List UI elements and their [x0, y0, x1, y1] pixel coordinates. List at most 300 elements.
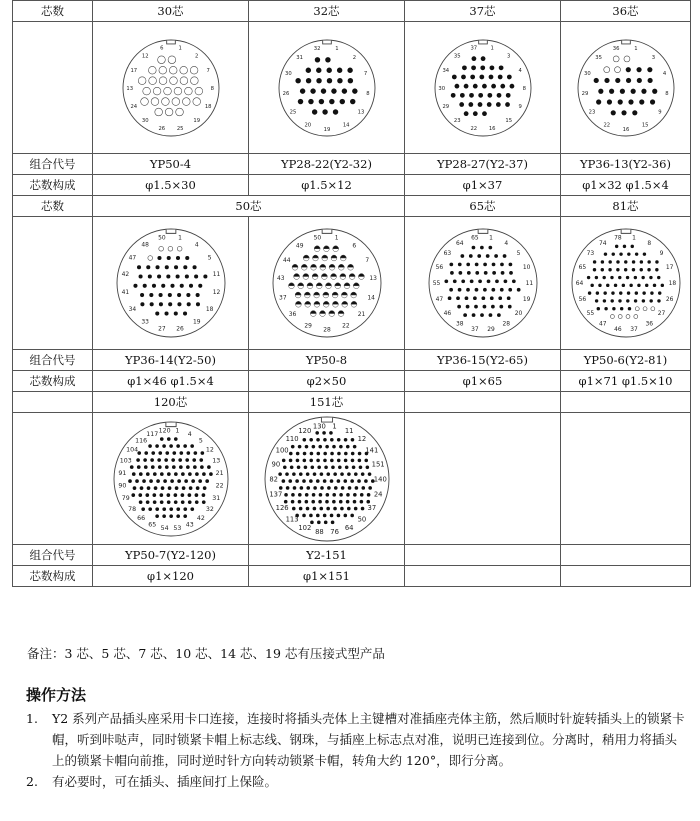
pin-contact [188, 472, 192, 476]
pin-contact [506, 296, 510, 300]
pin-contact [173, 500, 177, 504]
pin-contact [309, 451, 313, 455]
pin-contact [306, 486, 310, 490]
pin-number-label: 34 [441, 67, 449, 74]
pin-contact [332, 301, 338, 304]
pin-contact [157, 274, 161, 278]
pin-contact [166, 274, 170, 278]
header-36-cores: 36芯 [561, 1, 691, 22]
pin-contact [131, 472, 135, 476]
pin-contact [337, 451, 341, 455]
empty-cell [561, 392, 691, 413]
pin-contact [180, 500, 184, 504]
pin-contact [330, 520, 334, 524]
pin-contact [649, 99, 654, 104]
pin-contact [339, 444, 343, 448]
pin-number-label: 4 [187, 430, 192, 438]
pin-contact [516, 288, 520, 292]
pin-number-label: 31 [295, 54, 303, 61]
pin-contact [328, 311, 334, 314]
pin-contact [625, 276, 628, 279]
pin-contact [639, 268, 642, 271]
pin-contact [157, 256, 161, 260]
pin-contact [302, 479, 306, 483]
pin-contact [154, 108, 162, 116]
pin-contact [631, 268, 634, 271]
pin-number-label: 54 [160, 524, 169, 532]
pin-contact [625, 77, 630, 82]
pin-contact [350, 513, 354, 517]
pin-contact [304, 493, 308, 497]
pin-number-label: 78 [127, 505, 136, 513]
pin-number-label: 8 [646, 239, 651, 247]
pin-contact [474, 263, 478, 267]
pin-contact [647, 67, 652, 72]
pin-contact [353, 506, 357, 510]
composition-81: φ1×71 φ1.5×10 [561, 371, 691, 392]
pin-contact [332, 292, 338, 295]
pin-contact [623, 55, 629, 61]
pin-number-label: 24 [129, 103, 137, 110]
pin-number-label: 130 [312, 422, 326, 431]
header-30-cores: 30芯 [93, 1, 249, 22]
pin-number-label: 12 [141, 53, 149, 60]
pin-number-label: 26 [157, 125, 165, 132]
pin-contact [179, 451, 183, 455]
pin-contact [483, 271, 487, 275]
diagram-cell-65 [405, 217, 561, 350]
pin-contact [315, 431, 319, 435]
pin-number-label: 27 [657, 309, 665, 317]
pin-number-label: 7 [206, 67, 210, 74]
pin-number-label: 20 [514, 309, 522, 317]
pin-contact [469, 279, 473, 283]
pin-contact [144, 451, 148, 455]
pin-contact [150, 465, 154, 469]
pin-number-label: 90 [117, 482, 126, 490]
pin-number-label: 73 [586, 250, 594, 258]
pin-contact [332, 493, 336, 497]
pin-contact [327, 486, 331, 490]
pinout-151-diagram [263, 415, 391, 543]
pin-contact [647, 260, 650, 263]
empty-cell [13, 392, 93, 413]
pin-number-label: 55 [586, 309, 594, 317]
pin-contact [496, 92, 501, 97]
pin-contact [491, 305, 495, 309]
pin-contact [336, 479, 340, 483]
pin-contact [508, 263, 512, 267]
operation-step [26, 708, 688, 771]
pin-contact [309, 438, 313, 442]
pin-contact [480, 313, 484, 317]
diagram-cell-151 [249, 413, 405, 545]
pin-contact [340, 506, 344, 510]
pin-contact [633, 299, 636, 302]
pin-contact [322, 109, 327, 114]
pin-contact [616, 260, 619, 263]
connector-outline [123, 40, 219, 136]
pin-contact [350, 292, 356, 295]
pin-number-label: 13 [125, 85, 133, 92]
pin-contact [145, 472, 149, 476]
pin-contact [297, 283, 303, 286]
pin-contact [636, 77, 641, 82]
pin-contact [340, 486, 344, 490]
pin-contact [323, 438, 327, 442]
pin-number-label: 88 [314, 527, 324, 536]
key-notch [166, 40, 175, 43]
empty-cell [561, 566, 691, 587]
pin-contact [350, 458, 354, 462]
connector-outline [578, 40, 674, 136]
pin-contact [331, 465, 335, 469]
pin-contact [482, 305, 486, 309]
pin-contact [138, 274, 142, 278]
pin-contact [315, 479, 319, 483]
pin-contact [643, 307, 647, 311]
pin-contact [314, 57, 319, 62]
pin-contact [635, 307, 639, 311]
pin-contact [304, 292, 310, 295]
pin-contact [132, 486, 136, 490]
pin-contact [301, 264, 307, 267]
pin-contact [174, 486, 178, 490]
pin-contact [322, 292, 328, 295]
pin-number-label: 4 [503, 239, 508, 247]
pin-contact [288, 458, 292, 462]
pin-contact [177, 302, 181, 306]
pin-contact [488, 246, 492, 250]
pin-contact [195, 293, 199, 297]
key-notch [165, 422, 175, 426]
pin-contact [170, 284, 174, 288]
header-81-cores: 81芯 [561, 196, 691, 217]
pin-number-label: 47 [598, 320, 607, 328]
pin-number-label: 56 [578, 295, 586, 303]
pin-number-label: 29 [441, 103, 449, 110]
pin-contact [619, 307, 622, 310]
pin-contact [152, 493, 156, 497]
pin-contact [340, 472, 344, 476]
pin-contact [171, 97, 179, 105]
pin-contact [639, 99, 644, 104]
empty-cell [561, 413, 691, 545]
pin-contact [483, 263, 487, 267]
pin-contact [498, 296, 502, 300]
pin-contact [499, 288, 503, 292]
pin-contact [343, 513, 347, 517]
pin-contact [150, 458, 154, 462]
pin-contact [155, 507, 159, 511]
pin-number-label: 37 [470, 325, 479, 333]
pin-contact [360, 506, 364, 510]
pin-contact [339, 98, 344, 103]
pin-number-label: 104 [125, 445, 138, 453]
key-notch [478, 40, 487, 43]
pin-contact [158, 293, 162, 297]
pin-contact [320, 486, 324, 490]
pin-contact [457, 263, 461, 267]
pin-contact [341, 88, 346, 93]
pin-contact [347, 77, 352, 82]
pin-number-label: 22 [341, 322, 350, 330]
pin-contact [316, 438, 320, 442]
empty-cell [13, 22, 93, 154]
pin-contact [285, 486, 289, 490]
pin-number-label: 18 [205, 305, 213, 313]
pin-contact [159, 437, 163, 441]
pin-contact [309, 458, 313, 462]
pin-contact [283, 465, 287, 469]
connector-spec-table [12, 0, 691, 587]
pin-contact [593, 77, 598, 82]
pin-contact [346, 493, 350, 497]
pin-contact [463, 111, 468, 116]
pin-contact [317, 465, 321, 469]
pin-contact [309, 479, 313, 483]
connector-outline [279, 40, 375, 136]
pin-number-label: 4 [194, 241, 199, 249]
pin-number-label: 41 [121, 289, 129, 297]
pin-contact [164, 312, 168, 316]
pin-contact [295, 479, 299, 483]
pin-contact [482, 111, 487, 116]
pin-contact [491, 263, 495, 267]
pin-contact [320, 88, 325, 93]
pin-contact [316, 77, 321, 82]
pin-contact [325, 499, 329, 503]
pin-contact [366, 493, 370, 497]
pin-number-label: 30 [437, 85, 445, 92]
pin-contact [166, 256, 170, 260]
pin-contact [509, 271, 513, 275]
pin-number-label: 1 [334, 234, 339, 242]
pin-number-label: 37 [367, 503, 376, 512]
pin-contact [592, 260, 595, 263]
pin-contact [479, 74, 484, 79]
pin-contact [341, 292, 347, 295]
pin-contact [325, 57, 330, 62]
pin-contact [157, 458, 161, 462]
pin-contact [136, 458, 140, 462]
pin-contact [480, 56, 485, 61]
pin-number-label: 24 [373, 489, 382, 498]
pin-contact [278, 472, 282, 476]
pin-contact [190, 76, 198, 84]
composition-65: φ1×65 [405, 371, 561, 392]
pin-contact [483, 288, 487, 292]
pin-contact [138, 493, 142, 497]
pin-contact [331, 255, 337, 258]
pin-contact [617, 99, 622, 104]
pin-number-label: 65 [578, 264, 586, 272]
pin-contact [135, 479, 139, 483]
pin-contact [194, 274, 198, 278]
pin-contact [170, 479, 174, 483]
pin-contact [183, 514, 187, 518]
pin-contact [312, 274, 318, 277]
pin-contact [200, 465, 204, 469]
pin-contact [173, 437, 177, 441]
pin-contact [602, 276, 605, 279]
pin-contact [367, 472, 371, 476]
empty-cell [405, 413, 561, 545]
pin-contact [187, 500, 191, 504]
pin-contact [297, 499, 301, 503]
pin-contact [183, 444, 187, 448]
pin-number-label: 1 [331, 422, 337, 431]
pin-number-label: 79 [121, 494, 130, 502]
pin-contact [166, 500, 170, 504]
pin-contact [303, 255, 309, 258]
pinout-37-diagram [433, 38, 533, 138]
pin-contact [171, 465, 175, 469]
code-50b: YP50-8 [249, 350, 405, 371]
pin-contact [465, 305, 469, 309]
pin-contact [626, 315, 630, 319]
pin-contact [281, 458, 285, 462]
pin-contact [323, 520, 327, 524]
pin-contact [619, 88, 624, 93]
pin-number-label: 34 [128, 305, 136, 313]
pin-contact [451, 74, 456, 79]
empty-cell [13, 413, 93, 545]
pin-number-label: 8 [210, 85, 214, 92]
pin-contact [459, 92, 464, 97]
pin-number-label: 1 [178, 45, 182, 52]
pin-contact [207, 465, 211, 469]
pin-contact [158, 451, 162, 455]
pin-contact [345, 444, 349, 448]
step-text: 有必要时，可在插头、插座间打上保险。 [52, 774, 278, 789]
pin-contact [326, 67, 331, 72]
pin-number-label: 19 [192, 117, 200, 124]
pin-contact [477, 102, 482, 107]
pin-contact [603, 66, 609, 72]
pin-number-label: 46 [613, 325, 622, 333]
pin-contact [354, 472, 358, 476]
pin-number-label: 66 [136, 514, 145, 522]
pin-contact [466, 288, 470, 292]
pin-contact [627, 252, 630, 255]
pin-contact [195, 472, 199, 476]
pin-contact [158, 246, 163, 251]
pin-contact [295, 77, 300, 82]
pin-contact [186, 465, 190, 469]
pin-contact [281, 479, 285, 483]
pin-contact [361, 486, 365, 490]
pin-contact [637, 284, 640, 287]
pin-contact [316, 458, 320, 462]
pin-contact [298, 493, 302, 497]
pin-contact [613, 55, 619, 61]
pin-contact [185, 256, 189, 260]
pin-contact [161, 284, 165, 288]
pin-contact [612, 307, 615, 310]
pin-contact [311, 499, 315, 503]
key-notch [166, 230, 176, 234]
pin-contact [326, 472, 330, 476]
pin-contact [180, 493, 184, 497]
pin-contact [329, 431, 333, 435]
pin-contact [169, 66, 177, 74]
pin-contact [174, 265, 178, 269]
pin-contact [148, 76, 156, 84]
pin-number-label: 23 [588, 108, 595, 115]
pin-contact [649, 276, 652, 279]
pin-contact [284, 493, 288, 497]
pin-number-label: 44 [282, 256, 291, 264]
pin-contact [314, 301, 320, 304]
pin-contact [474, 288, 478, 292]
pin-contact [341, 301, 347, 304]
code-120: YP50-7(Y2-120) [93, 545, 249, 566]
pin-contact [634, 291, 637, 294]
pin-contact [500, 271, 504, 275]
pin-contact [179, 465, 183, 469]
pin-number-label: 8 [664, 90, 669, 97]
row-label-composition-2: 芯数构成 [13, 371, 93, 392]
pin-contact [292, 486, 296, 490]
pin-contact [494, 254, 498, 258]
pin-contact [350, 479, 354, 483]
pin-number-label: 103 [119, 456, 132, 464]
pin-contact [480, 65, 485, 70]
pin-contact [334, 283, 340, 286]
pin-contact [619, 291, 622, 294]
pin-contact [156, 479, 160, 483]
pin-contact [138, 500, 142, 504]
pin-contact [457, 288, 461, 292]
pin-contact [365, 465, 369, 469]
pin-contact [302, 451, 306, 455]
step-number: 2. [26, 774, 38, 789]
pin-contact [358, 274, 364, 277]
pin-contact [340, 255, 346, 258]
pin-contact [590, 284, 593, 287]
pin-contact [338, 499, 342, 503]
pin-contact [498, 65, 503, 70]
pin-contact [472, 83, 477, 88]
pin-number-label: 110 [285, 434, 299, 443]
pin-contact [500, 83, 505, 88]
pin-contact [645, 284, 648, 287]
pin-number-label: 76 [329, 527, 339, 536]
diagram-cell-50b [249, 217, 405, 350]
pin-contact [598, 284, 601, 287]
row-label-cores: 芯数 [13, 1, 93, 22]
pin-contact [326, 506, 330, 510]
pin-number-label: 38 [455, 320, 464, 328]
pin-contact [190, 507, 194, 511]
pin-contact [630, 245, 633, 248]
pin-number-label: 25 [176, 125, 184, 132]
pin-contact [596, 307, 599, 310]
pin-number-label: 12 [357, 434, 366, 443]
pin-contact [198, 479, 202, 483]
pin-contact [302, 438, 306, 442]
pin-contact [169, 76, 177, 84]
pin-number-label: 50 [157, 234, 166, 242]
header-37-cores: 37芯 [405, 1, 561, 22]
pin-number-label: 36 [644, 320, 653, 328]
pin-contact [164, 458, 168, 462]
pin-contact [481, 296, 485, 300]
pin-contact [471, 246, 475, 250]
composition-32: φ1.5×12 [249, 175, 405, 196]
pin-contact [143, 465, 147, 469]
